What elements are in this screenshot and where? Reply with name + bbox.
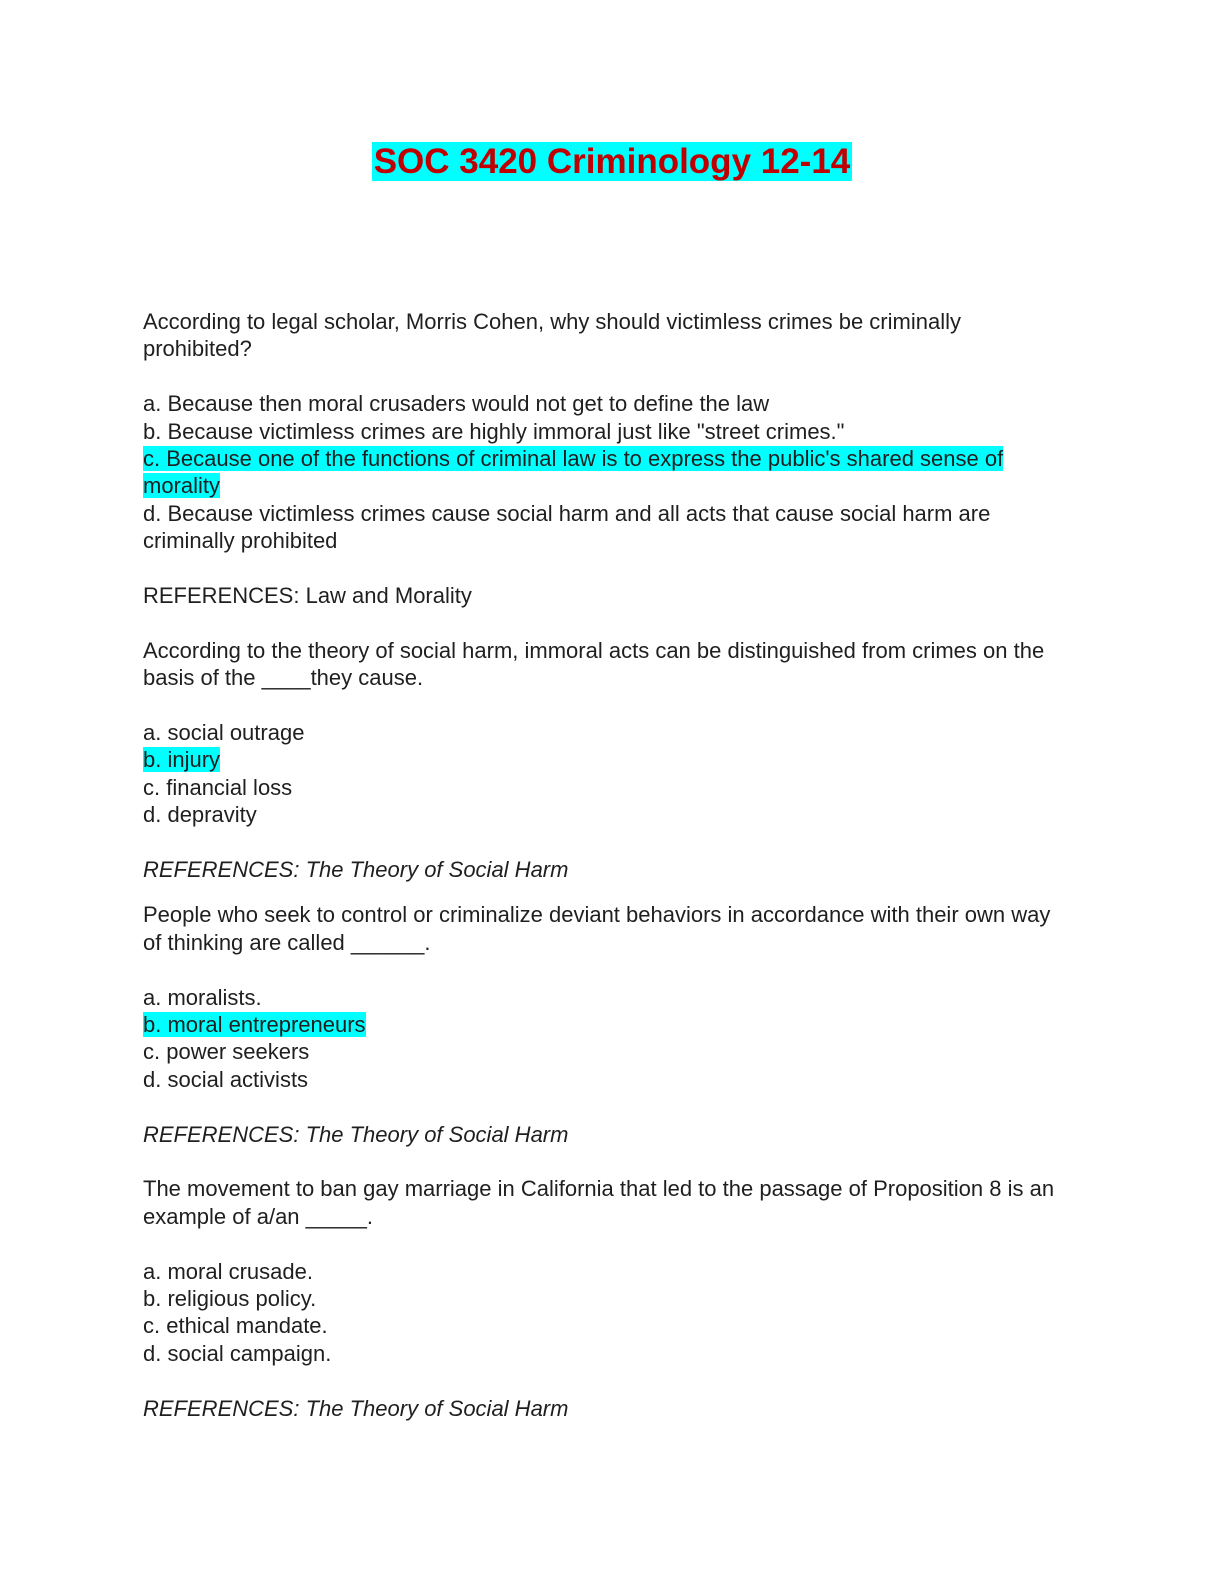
answer-option-highlighted: b. moral entrepreneurs xyxy=(143,1012,366,1038)
answer-option: d. social activists xyxy=(143,1066,309,1092)
question-prompt: According to the theory of social harm, immoral acts can be distinguished from crimes on the basis of the ____they cause. xyxy=(143,637,1045,691)
question-block xyxy=(143,901,1073,1148)
question-prompt: People who seek to control or criminalize deviant behaviors in accordance with their own way of thinking are called ______. xyxy=(143,902,1051,955)
question-reference: REFERENCES: The Theory of Social Harm xyxy=(143,1121,569,1147)
answer-option: c. ethical mandate. xyxy=(143,1313,328,1339)
answer-option: c. financial loss xyxy=(143,774,293,800)
answer-option: a. social outrage xyxy=(143,720,305,746)
question-block xyxy=(143,637,1073,884)
answer-option: b. religious policy. xyxy=(143,1286,317,1312)
answer-option: d. social campaign. xyxy=(143,1340,332,1366)
answer-option: d. Because victimless crimes cause social harm and all acts that cause social harm are criminally prohibited xyxy=(143,500,991,554)
page-title xyxy=(0,140,1224,184)
question-reference: REFERENCES: The Theory of Social Harm xyxy=(143,1395,569,1421)
answer-option: a. moral crusade. xyxy=(143,1258,313,1284)
answer-option-highlighted: c. Because one of the functions of criminal law is to express the public's shared sense of morality xyxy=(143,446,1004,499)
answer-option: d. depravity xyxy=(143,802,257,828)
page-title-text: SOC 3420 Criminology 12-14 xyxy=(373,142,851,181)
question-prompt: The movement to ban gay marriage in California that led to the passage of Proposition 8 is an example of a/an _____. xyxy=(143,1176,1055,1229)
question-block xyxy=(143,308,1073,609)
answer-option: b. Because victimless crimes are highly immoral just like "street crimes." xyxy=(143,418,845,444)
answer-option: a. moralists. xyxy=(143,984,262,1010)
question-reference: REFERENCES: The Theory of Social Harm xyxy=(143,857,569,883)
answer-option-highlighted: b. injury xyxy=(143,747,221,773)
document-body xyxy=(143,308,1073,1422)
question-reference: REFERENCES: Law and Morality xyxy=(143,583,472,609)
answer-option: a. Because then moral crusaders would not get to define the law xyxy=(143,391,770,417)
question-prompt: According to legal scholar, Morris Cohen, why should victimless crimes be criminally prohibited? xyxy=(143,309,961,362)
question-block xyxy=(143,1175,1073,1422)
answer-option: c. power seekers xyxy=(143,1039,310,1065)
